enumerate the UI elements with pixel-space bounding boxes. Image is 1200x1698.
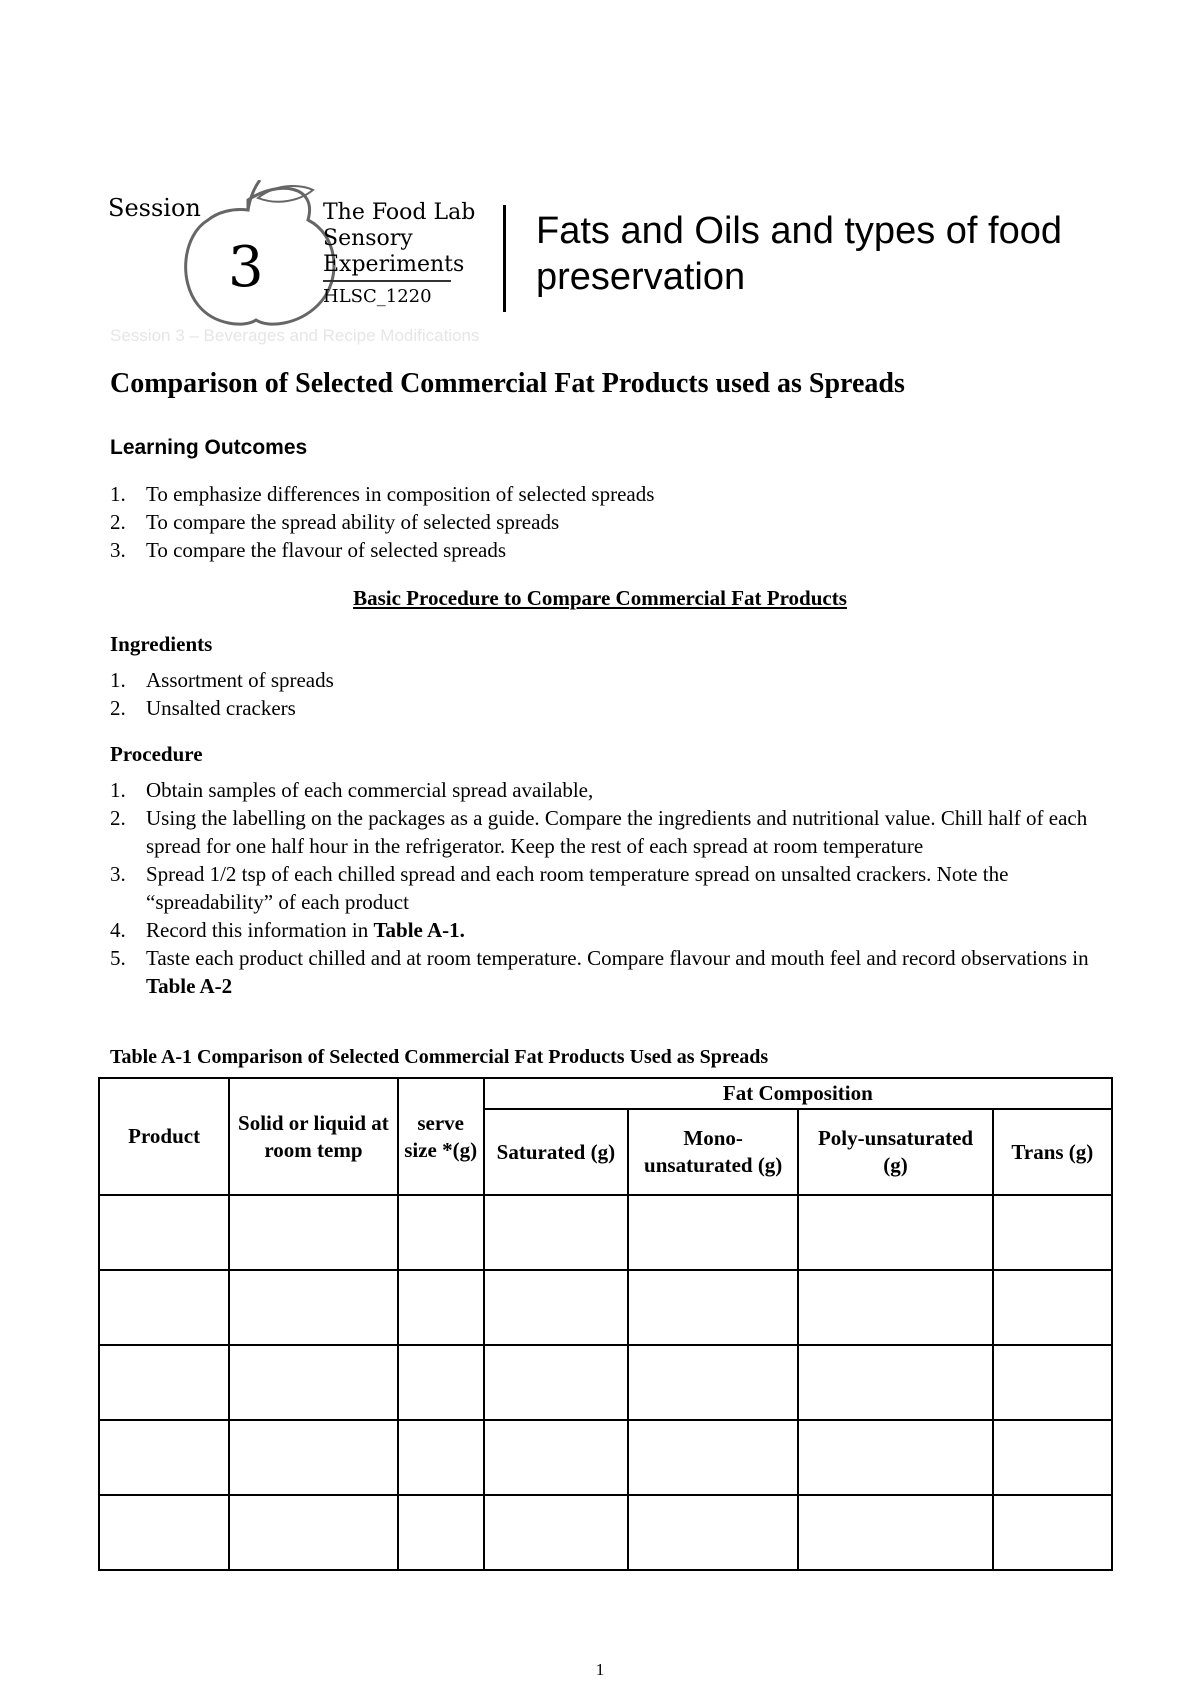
list-item: 2. Unsalted crackers — [110, 696, 296, 720]
session-number: 3 — [228, 235, 264, 300]
session-word: Session — [108, 194, 201, 222]
table-cell[interactable] — [229, 1495, 397, 1570]
table-cell[interactable] — [229, 1195, 397, 1270]
list-item: 1. Assortment of spreads — [110, 668, 334, 692]
table-cell[interactable] — [398, 1495, 484, 1570]
col-header-trans: Trans (g) — [993, 1109, 1112, 1195]
lab-line: Sensory — [323, 226, 413, 251]
table-cell[interactable] — [798, 1495, 992, 1570]
divider — [323, 280, 451, 282]
session-logo — [108, 180, 518, 330]
table-cell[interactable] — [993, 1270, 1112, 1345]
list-item: 5. Taste each product chilled and at room temperature. Compare flavour and mouth feel and record observations in Table A-2 — [110, 946, 1089, 998]
table-cell[interactable] — [398, 1270, 484, 1345]
page-number: 1 — [595, 1660, 605, 1679]
table-row — [99, 1345, 1112, 1420]
ingredients-title: Ingredients — [110, 632, 213, 656]
learning-outcomes-title: Learning Outcomes — [110, 436, 308, 459]
table-cell[interactable] — [398, 1345, 484, 1420]
lab-name — [323, 200, 475, 278]
table-row — [99, 1420, 1112, 1495]
table-cell[interactable] — [484, 1270, 628, 1345]
table-row — [99, 1195, 1112, 1270]
table-cell[interactable] — [484, 1345, 628, 1420]
table-cell[interactable] — [993, 1420, 1112, 1495]
table-cell[interactable] — [993, 1495, 1112, 1570]
col-header-solid: Solid or liquid at room temp — [229, 1078, 397, 1195]
page-title: Comparison of Selected Commercial Fat Products used as Spreads — [110, 368, 905, 399]
table-cell[interactable] — [628, 1195, 798, 1270]
table-cell[interactable] — [484, 1420, 628, 1495]
course-code: HLSC_1220 — [323, 286, 432, 307]
doc-title: Fats and Oils and types of food preservation — [536, 210, 1062, 298]
table-cell[interactable] — [484, 1195, 628, 1270]
table-cell[interactable] — [798, 1270, 992, 1345]
learning-outcomes-list — [110, 480, 654, 564]
col-header-poly: Poly-unsaturated (g) — [798, 1109, 992, 1195]
table-cell[interactable] — [993, 1195, 1112, 1270]
table-caption: Table A-1 Comparison of Selected Commercial Fat Products Used as Spreads — [110, 1046, 769, 1068]
list-item: 3. Spread 1/2 tsp of each chilled spread and each room temperature spread on unsalted crackers. Note the “spreadability” of each product — [110, 862, 1009, 914]
table-cell[interactable] — [798, 1420, 992, 1495]
list-item: 1. Obtain samples of each commercial spread available, — [110, 778, 594, 802]
procedure-list — [110, 776, 1100, 1000]
table-row — [99, 1270, 1112, 1345]
data-table — [98, 1077, 1113, 1571]
table-cell[interactable] — [484, 1495, 628, 1570]
table-cell[interactable] — [398, 1195, 484, 1270]
list-item: 2. Using the labelling on the packages as a guide. Compare the ingredients and nutritional value. Chill half of each spread for one half hour in the refrigerator. Keep the rest of each spread at room temperature — [110, 806, 1088, 858]
ingredients-list — [110, 666, 334, 722]
list-item: 2. To compare the spread ability of selected spreads — [110, 510, 560, 534]
table-cell[interactable] — [99, 1345, 229, 1420]
lab-line: The Food Lab — [323, 200, 476, 225]
col-header-mono: Mono-unsaturated (g) — [628, 1109, 798, 1195]
col-header-fat-composition: Fat Composition — [484, 1078, 1112, 1109]
table-cell[interactable] — [99, 1195, 229, 1270]
table-cell[interactable] — [798, 1195, 992, 1270]
table-cell[interactable] — [99, 1270, 229, 1345]
table-cell[interactable] — [628, 1495, 798, 1570]
table-cell[interactable] — [229, 1420, 397, 1495]
procedure-title: Procedure — [110, 742, 203, 766]
table-cell[interactable] — [99, 1420, 229, 1495]
table-cell[interactable] — [993, 1345, 1112, 1420]
procedure-heading: Basic Procedure to Compare Commercial Fat Products — [353, 586, 847, 610]
table-cell[interactable] — [99, 1495, 229, 1570]
table-cell[interactable] — [229, 1345, 397, 1420]
list-item: 1. To emphasize differences in composition of selected spreads — [110, 482, 655, 506]
table-cell[interactable] — [628, 1420, 798, 1495]
col-header-saturated: Saturated (g) — [484, 1109, 628, 1195]
list-item: 4. Record this information in Table A-1. — [110, 918, 465, 942]
table-cell[interactable] — [628, 1345, 798, 1420]
table-cell[interactable] — [229, 1270, 397, 1345]
col-header-product: Product — [99, 1078, 229, 1195]
lab-line: Experiments — [323, 252, 465, 277]
table-cell[interactable] — [798, 1345, 992, 1420]
table-cell[interactable] — [628, 1270, 798, 1345]
table-cell[interactable] — [398, 1420, 484, 1495]
col-header-serve: serve size *(g) — [398, 1078, 484, 1195]
watermark-text: Session 3 – Beverages and Recipe Modifications — [110, 326, 480, 345]
header-divider — [503, 205, 506, 312]
list-item: 3. To compare the flavour of selected spreads — [110, 538, 507, 562]
table-row — [99, 1495, 1112, 1570]
